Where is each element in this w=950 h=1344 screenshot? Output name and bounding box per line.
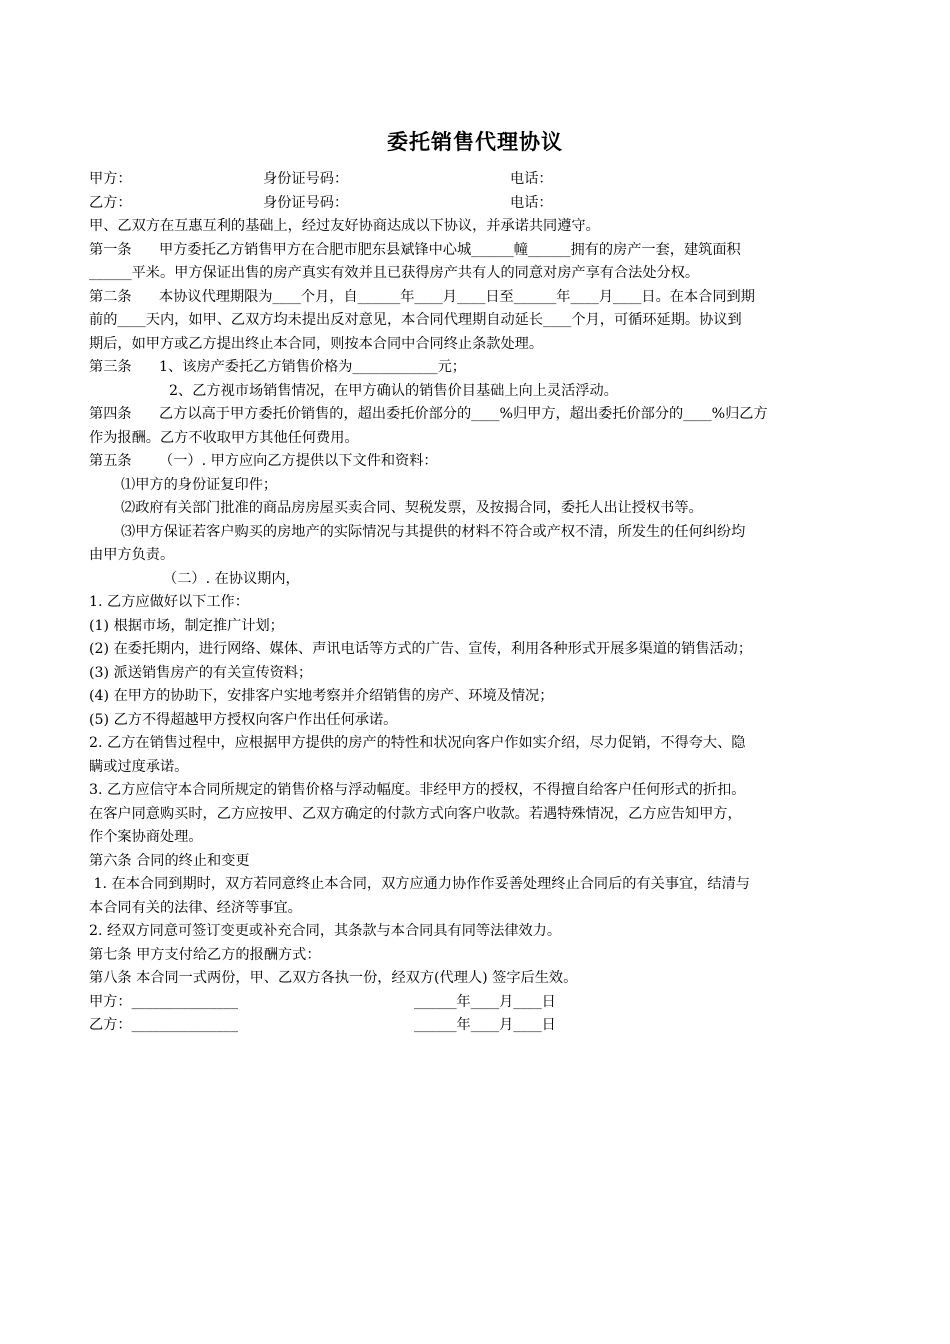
article-6-item-1b: 本合同有关的法律、经济等事宜。 bbox=[89, 899, 302, 916]
article-5-heading-1: 第五条 （一）. 甲方应向乙方提供以下文件和资料： bbox=[89, 450, 869, 474]
article-4-label: 第四条 bbox=[89, 406, 132, 422]
work-1-b: (2) 在委托期内，进行网络、媒体、声讯电话等方式的广告、宣传，利用各种形式开展多渠道的销售活动； bbox=[89, 641, 753, 657]
article-3-label: 第三条 bbox=[89, 359, 132, 375]
article-5-heading-2: （二）. 在协议期内， bbox=[163, 570, 300, 587]
party-b-id-label: 身份证号码： bbox=[263, 194, 349, 211]
work-1-e: (5) 乙方不得超越甲方授权向客户作出任何承诺。 bbox=[89, 711, 398, 728]
work-1-a: (1) 根据市场，制定推广计划； bbox=[89, 617, 284, 634]
work-3-c: 作个案协商处理。 bbox=[89, 829, 203, 845]
signature-party-b: 乙方：_______________ bbox=[89, 1017, 238, 1033]
document-title: 委托销售代理协议 bbox=[387, 129, 563, 154]
article-2-line-2: 前的____天内，如甲、乙双方均未提出反对意见，本合同代理期自动延长____个月，可循环延期。协议到 bbox=[89, 312, 742, 328]
work-1-c: (3) 派送销售房产的有关宣传资料； bbox=[89, 664, 313, 681]
signature-row-a bbox=[89, 991, 869, 1015]
work-3-a: 3. 乙方应信守本合同所规定的销售价格与浮动幅度。非经甲方的授权，不得擅自给客户任何形式的折扣。 bbox=[89, 782, 746, 798]
article-2-label: 第二条 bbox=[89, 288, 132, 305]
work-2-a: 2. 乙方在销售过程中，应根据甲方提供的房产的特性和状况向客户作如实介绍，尽力促销，不得夸大、隐 bbox=[89, 735, 746, 751]
article-3-line-2: 2、乙方视市场销售情况，在甲方确认的销售价目基础上向上灵活浮动。 bbox=[169, 382, 618, 399]
article-7: 第七条 甲方支付给乙方的报酬方式： bbox=[89, 946, 321, 963]
article-2-line-3: 期后，如甲方或乙方提出终止本合同，则按本合同中合同终止条款处理。 bbox=[89, 335, 544, 352]
article-1-line-1: 第一条 甲方委托乙方销售甲方在合肥市肥东县斌锋中心城______幢______拥有的房产一套，建筑面积 bbox=[89, 239, 869, 263]
article-5-item-2: ⑵政府有关部门批准的商品房房屋买卖合同、契税发票，及按揭合同，委托人出让授权书等。 bbox=[121, 500, 703, 516]
intro-text: 甲、乙双方在互惠互利的基础上，经过友好协商达成以下协议，并承诺共同遵守。 bbox=[89, 218, 600, 234]
party-a-row bbox=[89, 168, 869, 192]
article-2-line-1: 第二条 本协议代理期限为____个月，自______年____月____日至______年____月____日。在本合同到期 bbox=[89, 286, 869, 310]
signature-party-a: 甲方：_______________ bbox=[89, 993, 238, 1010]
party-b-phone-label: 电话： bbox=[510, 194, 553, 211]
article-5-item-3a: ⑶甲方保证若客户购买的房地产的实际情况与其提供的材料不符合或产权不清，所发生的任何纠纷均 bbox=[121, 523, 746, 540]
party-a-label: 甲方： bbox=[89, 171, 132, 187]
signature-row-b bbox=[89, 1014, 869, 1038]
party-a-id-label: 身份证号码： bbox=[263, 171, 349, 187]
article-5-item-3b: 由甲方负责。 bbox=[89, 547, 175, 563]
signature-date-a: ______年____月____日 bbox=[413, 993, 556, 1010]
signature-date-b: ______年____月____日 bbox=[413, 1017, 556, 1033]
article-1-line-2: ______平米。甲方保证出售的房产真实有效并且已获得房产共有人的同意对房产享有合法处分权。 bbox=[89, 265, 700, 281]
article-4-line-1: 第四条 乙方以高于甲方委托价销售的，超出委托价部分的____%归甲方，超出委托价部分的____%归乙方 bbox=[89, 403, 869, 427]
document-body bbox=[89, 168, 869, 1038]
work-1-d: (4) 在甲方的协助下，安排客户实地考察并介绍销售的房产、环境及情况； bbox=[89, 688, 554, 704]
party-a-phone-label: 电话： bbox=[510, 171, 553, 187]
article-4-line-2: 作为报酬。乙方不收取甲方其他任何费用。 bbox=[89, 429, 359, 446]
article-6-item-1a: 1. 在本合同到期时，双方若同意终止本合同，双方应通力协作作妥善处理终止合同后的有关事宜，结清与 bbox=[89, 876, 750, 892]
blank-building: ______ bbox=[471, 241, 514, 258]
article-5-label: 第五条 bbox=[89, 453, 132, 469]
article-8: 第八条 本合同一式两份，甲、乙双方各执一份，经双方(代理人) 签字后生效。 bbox=[89, 970, 578, 986]
article-5-item-1: ⑴甲方的身份证复印件； bbox=[121, 476, 278, 493]
article-3-line-1: 第三条 1、该房产委托乙方销售价格为____________元； bbox=[89, 356, 869, 380]
work-3-b: 在客户同意购买时，乙方应按甲、乙双方确定的付款方式向客户收款。若遇特殊情况，乙方应告知甲方， bbox=[89, 805, 742, 822]
blank-unit: ______ bbox=[527, 241, 571, 258]
article-1-label: 第一条 bbox=[89, 241, 132, 258]
article-6-item-2: 2. 经双方同意可签订变更或补充合同，其条款与本合同具有同等法律效力。 bbox=[89, 923, 562, 939]
party-b-label: 乙方： bbox=[89, 194, 132, 211]
work-2-b: 瞒或过度承诺。 bbox=[89, 758, 189, 775]
article-6-title: 第六条 合同的终止和变更 bbox=[89, 852, 250, 869]
work-1-title: 1. 乙方应做好以下工作： bbox=[89, 594, 249, 610]
party-b-row bbox=[89, 192, 869, 216]
